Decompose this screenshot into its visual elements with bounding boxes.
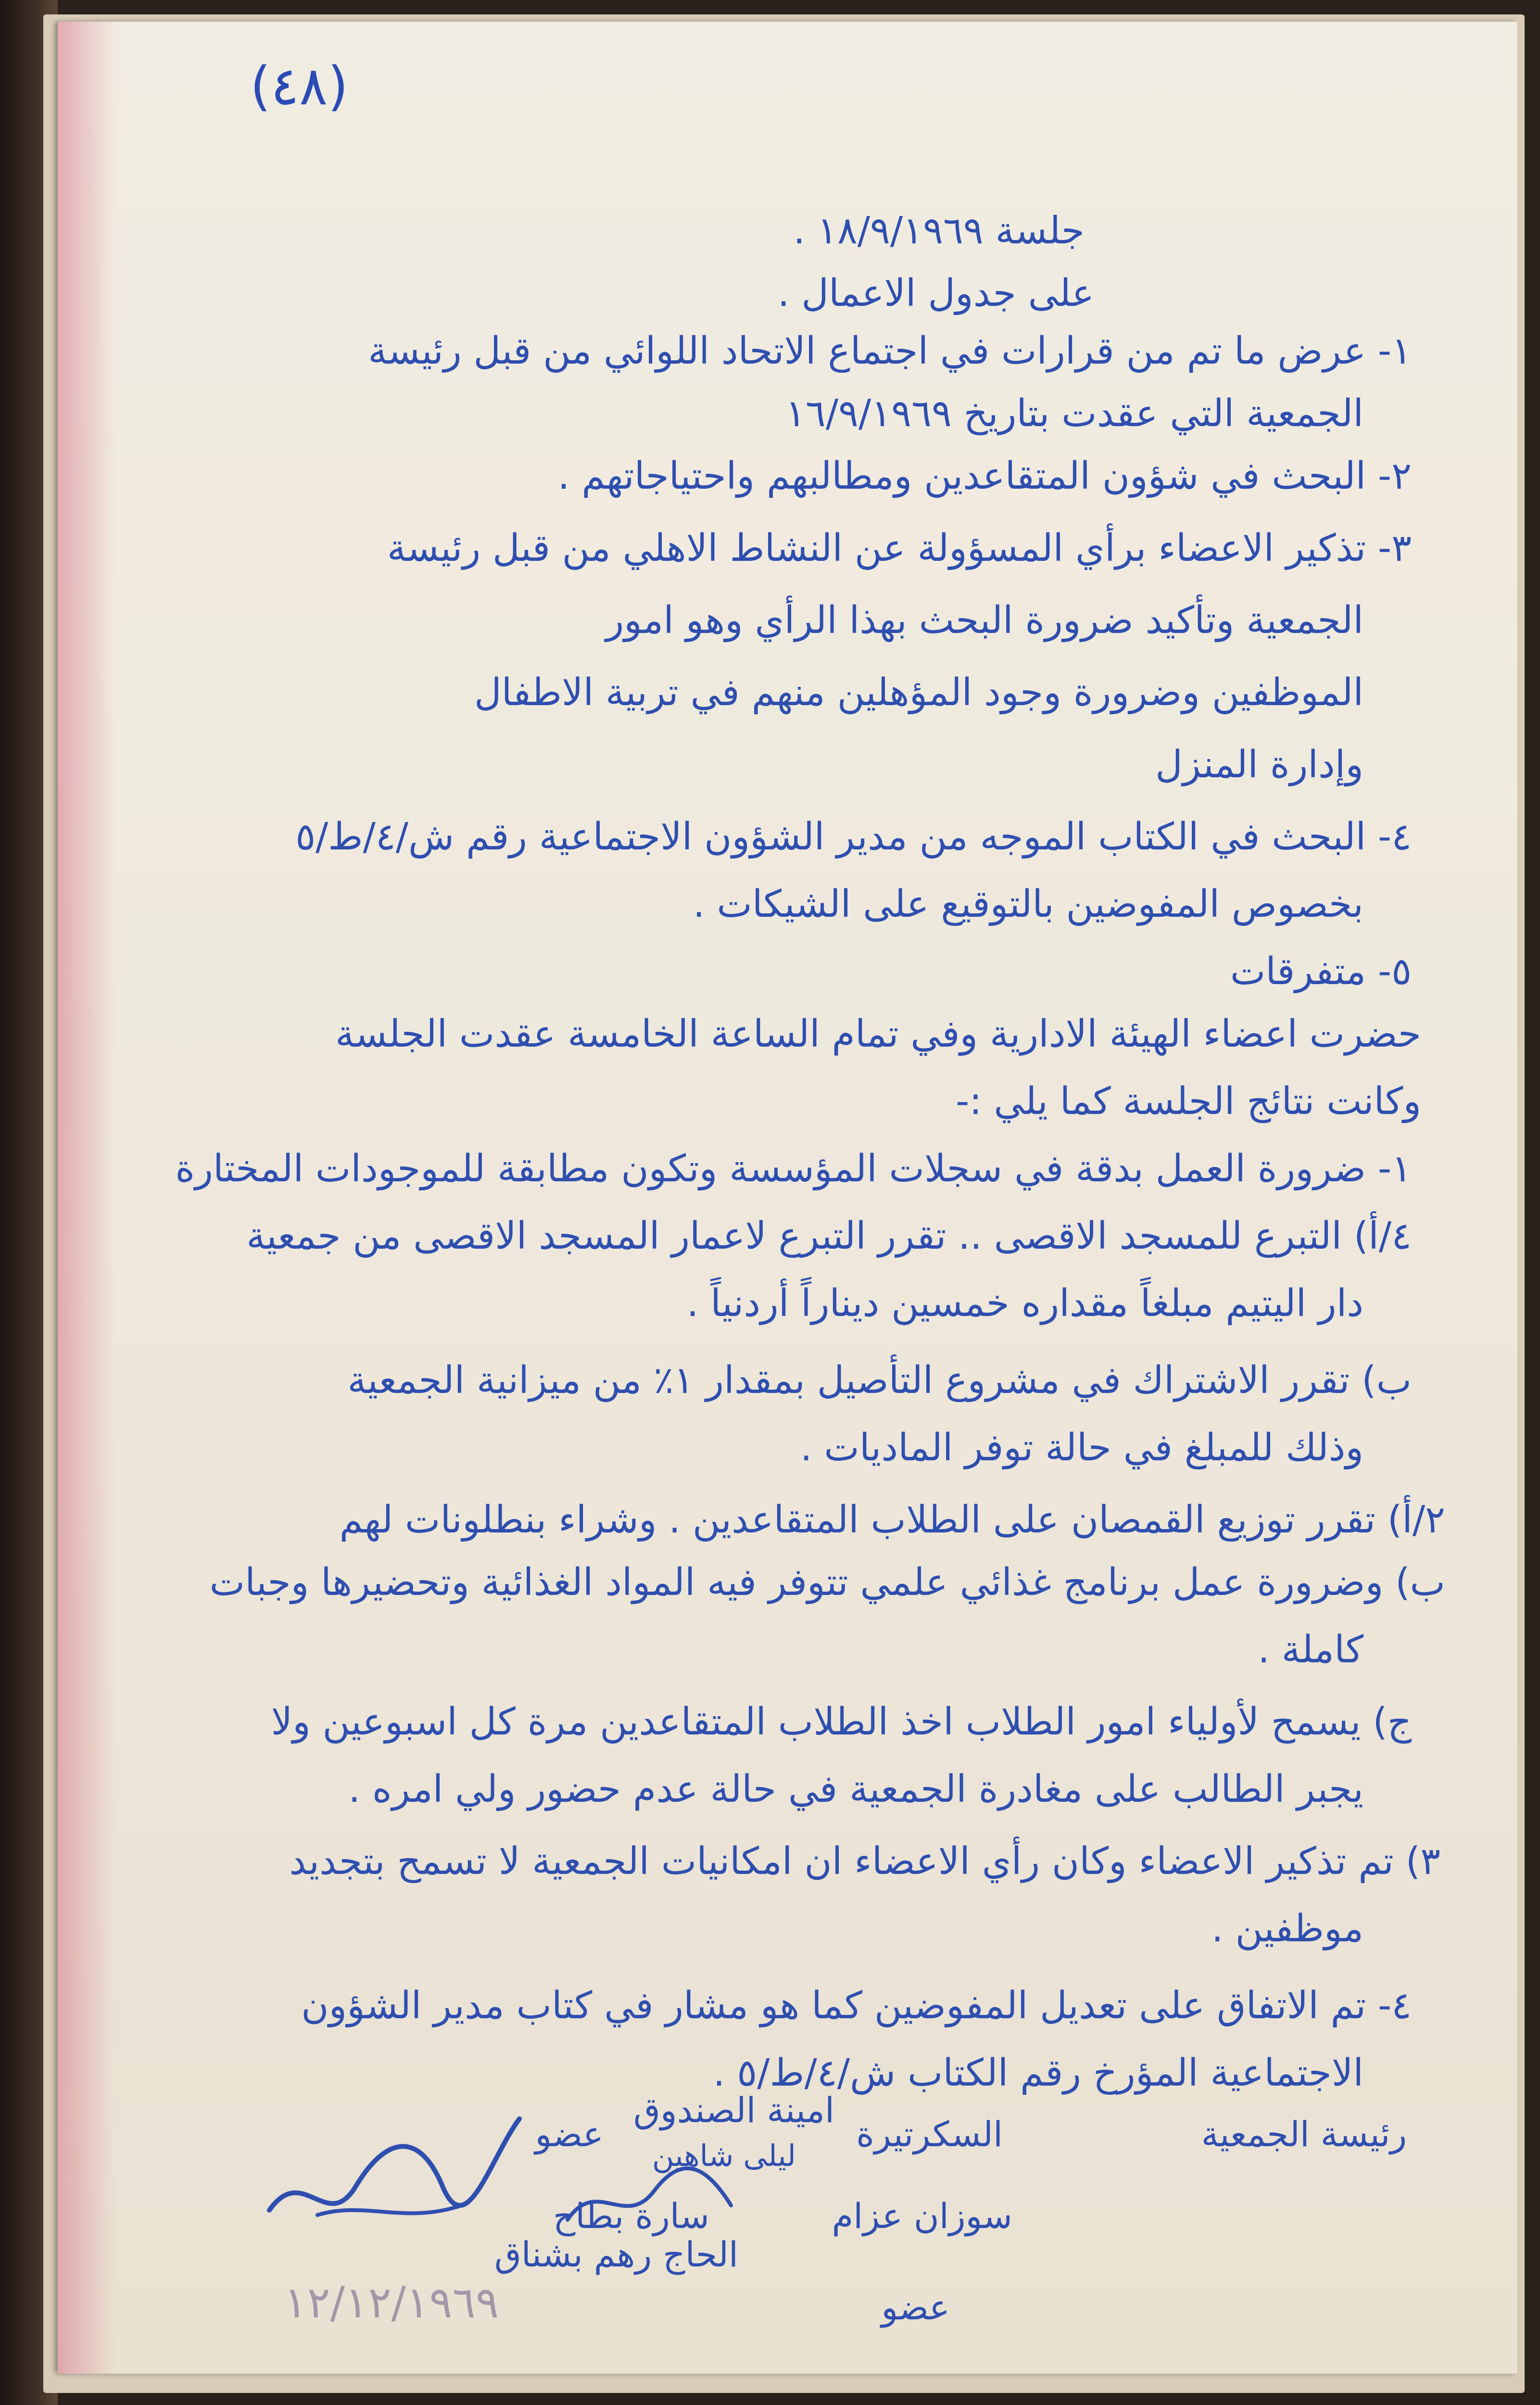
- signature-title-member: عضو: [535, 2114, 604, 2154]
- agenda-item-5: ٥- متفرقات: [1230, 950, 1412, 993]
- resolution-4-cont: الاجتماعية المؤرخ رقم الكتاب ش/٤/ط/٥ .: [713, 2051, 1363, 2095]
- resolution-2b-cont: كاملة .: [1258, 1628, 1363, 1671]
- resolution-2b: ب) وضرورة عمل برنامج غذائي علمي تتوفر فيه المواد الغذائية وتحضيرها وجبات: [209, 1561, 1445, 1604]
- agenda-title: على جدول الاعمال .: [777, 272, 1094, 315]
- resolution-4a-cont: دار اليتيم مبلغاً مقداره خمسين ديناراً أردنياً .: [686, 1282, 1363, 1325]
- agenda-item-4-cont: بخصوص المفوضين بالتوقيع على الشيكات .: [693, 883, 1363, 926]
- resolution-4a: ٤/أ) التبرع للمسجد الاقصى .. تقرر التبرع لاعمار المسجد الاقصى من جمعية: [246, 1215, 1412, 1258]
- session-date: جلسة ١٨/٩/١٩٦٩ .: [793, 209, 1085, 253]
- agenda-item-1-cont: الجمعية التي عقدت بتاريخ ١٦/٩/١٩٦٩: [785, 392, 1363, 435]
- agenda-item-1: ١- عرض ما تم من قرارات في اجتماع الاتحاد اللوائي من قبل رئيسة: [368, 329, 1412, 373]
- signature-name-4: الحاج رهم بشناق: [494, 2234, 738, 2275]
- notebook-page: [58, 22, 1517, 2374]
- agenda-item-3-cont: الجمعية وتأكيد ضرورة البحث بهذا الرأي وهو امور: [606, 599, 1363, 642]
- agenda-item-3-cont-3: وإدارة المنزل: [1155, 743, 1363, 786]
- resolution-b-cont: وذلك للمبلغ في حالة توفر الماديات .: [800, 1426, 1363, 1469]
- signature-title-president: رئيسة الجمعية: [1201, 2114, 1407, 2154]
- signature-name-2: ليلى شاهين: [652, 2138, 796, 2173]
- signature-title-treasurer: امينة الصندوق: [633, 2090, 834, 2130]
- signature-title-secretary: السكرتيرة: [856, 2114, 1003, 2154]
- footer-date: ١٢/١٢/١٩٦٩: [284, 2278, 499, 2328]
- signature-name-5: عضو: [881, 2287, 950, 2328]
- resolution-1: ١- ضرورة العمل بدقة في سجلات المؤسسة وتكون مطابقة للموجودات المختارة: [175, 1147, 1412, 1190]
- signature-name-3: سارة بطاح: [553, 2196, 709, 2236]
- resolution-4: ٤- تم الاتفاق على تعديل المفوضين كما هو مشار في كتاب مدير الشؤون: [301, 1984, 1412, 2027]
- attendance-line: حضرت اعضاء الهيئة الادارية وفي تمام الساعة الخامسة عقدت الجلسة: [335, 1013, 1421, 1056]
- page-number: (٤٨): [250, 55, 349, 117]
- resolution-3-cont: موظفين .: [1211, 1907, 1363, 1950]
- agenda-item-3: ٣- تذكير الاعضاء برأي المسؤولة عن النشاط الاهلي من قبل رئيسة: [387, 527, 1412, 570]
- resolution-b: ب) تقرر الاشتراك في مشروع التأصيل بمقدار ١٪ من ميزانية الجمعية: [347, 1359, 1412, 1402]
- resolution-2a: ٢/أ) تقرر توزيع القمصان على الطلاب المتقاعدين . وشراء بنطلونات لهم: [339, 1498, 1445, 1542]
- signature-name-1: سوزان عزام: [832, 2196, 1012, 2236]
- agenda-item-4: ٤- البحث في الكتاب الموجه من مدير الشؤون الاجتماعية رقم ش/٤/ط/٥: [295, 815, 1412, 859]
- resolution-2c: ج) يسمح لأولياء امور الطلاب اخذ الطلاب المتقاعدين مرة كل اسبوعين ولا: [271, 1700, 1412, 1744]
- resolution-2c-cont: يجبر الطالب على مغادرة الجمعية في حالة عدم حضور ولي امره .: [348, 1768, 1363, 1811]
- signature-scribble-left: [260, 2090, 529, 2244]
- signature-scribble-center: [563, 2148, 736, 2244]
- resolution-3: ٣) تم تذكير الاعضاء وكان رأي الاعضاء ان امكانيات الجمعية لا تسمح بتجديد: [289, 1840, 1440, 1883]
- agenda-item-3-cont-2: الموظفين وضرورة وجود المؤهلين منهم في تربية الاطفال: [474, 671, 1363, 714]
- agenda-item-2: ٢- البحث في شؤون المتقاعدين ومطالبهم واحتياجاتهم .: [557, 455, 1412, 498]
- results-intro: وكانت نتائج الجلسة كما يلي :-: [956, 1080, 1421, 1123]
